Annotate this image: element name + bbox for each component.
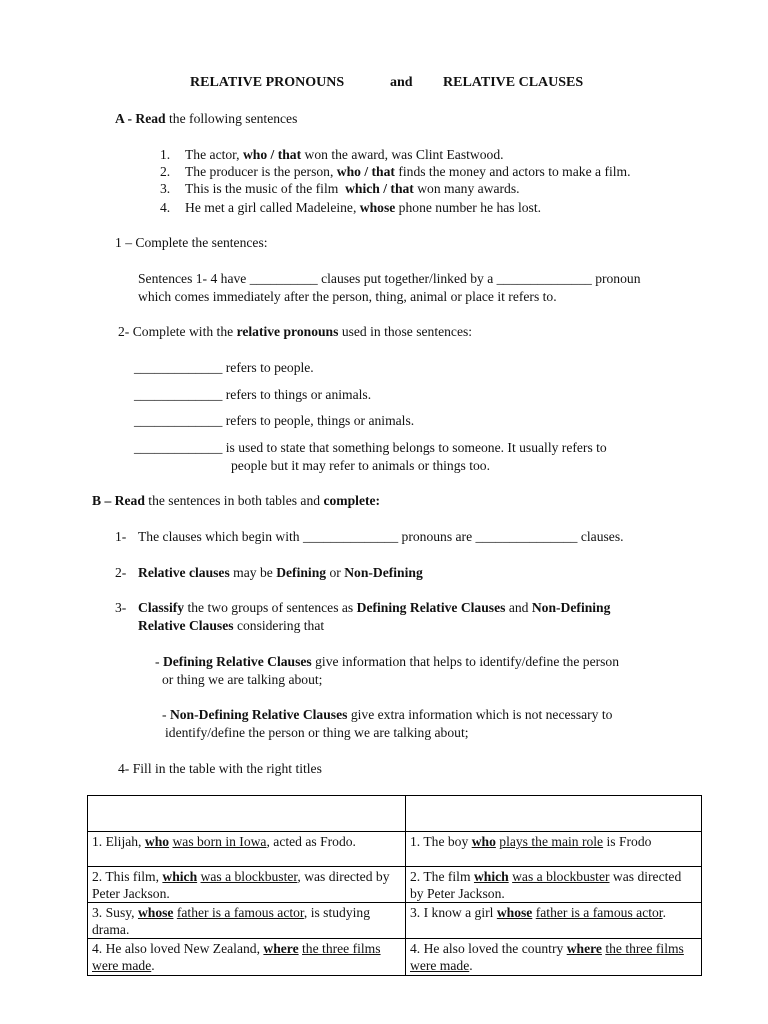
item-number: 2-: [115, 565, 127, 580]
fill-blank-line: _____________ is used to state that something belongs to someone. It usually refers to: [134, 440, 607, 455]
item-number: 3-: [115, 600, 127, 615]
table-cell-right: 3. I know a girl whose father is a famous actor.: [406, 903, 702, 939]
item-text: Relative clauses may be Defining or Non-Defining: [138, 565, 423, 580]
title-left: RELATIVE PRONOUNS: [190, 75, 345, 90]
item-number: 1-: [115, 529, 127, 544]
defining-definition-line2: or thing we are talking about;: [162, 672, 323, 687]
example-sentence-text: The producer is the person, who / that finds the money and actors to make a film.: [185, 164, 631, 179]
page-title: [190, 74, 344, 91]
example-sentence: 2.: [160, 164, 171, 179]
table-title-cell-right[interactable]: [406, 796, 702, 832]
table-header-row: [88, 796, 702, 832]
item-text: Classify the two groups of sentences as Defining Relative Clauses and Non-Defining: [138, 600, 611, 615]
task-2-heading: 2- Complete with the relative pronouns used in those sentences:: [118, 324, 473, 339]
fill-blank-continuation: people but it may refer to animals or things too.: [231, 458, 490, 473]
fill-blank-line: _____________ refers to things or animals.: [134, 387, 372, 402]
section-a-heading: A - Read the following sentences: [115, 111, 298, 126]
example-sentence: 1.: [160, 147, 171, 162]
defining-definition: - Defining Relative Clauses give information that helps to identify/define the person: [155, 654, 620, 669]
table-cell-left: 4. He also loved New Zealand, where the three films were made.: [88, 939, 406, 976]
table-title-cell-left[interactable]: [88, 796, 406, 832]
table-cell-left: 1. Elijah, who was born in Iowa, acted as Frodo.: [88, 832, 406, 867]
example-sentence-text: This is the music of the film which / that won many awards.: [185, 181, 520, 196]
table-row: [88, 832, 702, 867]
table-row: [88, 867, 702, 903]
example-sentence: 4.: [160, 200, 171, 215]
non-defining-definition-line2: identify/define the person or thing we are talking about;: [165, 725, 469, 740]
table-row: [88, 939, 702, 976]
fill-blank-line: _____________ refers to people.: [134, 360, 314, 375]
example-sentence-text: He met a girl called Madeleine, whose phone number he has lost.: [185, 200, 542, 215]
item-text: The clauses which begin with ______________ pronouns are _______________ clauses.: [138, 529, 624, 544]
item-4-text: 4- Fill in the table with the right titles: [118, 761, 322, 776]
example-sentence-text: The actor, who / that won the award, was Clint Eastwood.: [185, 147, 504, 162]
table-cell-left: 2. This film, which was a blockbuster, was directed by Peter Jackson.: [88, 867, 406, 903]
title-and: and: [390, 75, 413, 90]
table-cell-right: 2. The film which was a blockbuster was directed by Peter Jackson.: [406, 867, 702, 903]
task-1-heading: 1 – Complete the sentences:: [115, 235, 268, 250]
table-row: [88, 903, 702, 939]
example-sentence: 3.: [160, 181, 171, 196]
task-1-line: which comes immediately after the person, thing, animal or place it refers to.: [138, 289, 557, 304]
fill-blank-line: _____________ refers to people, things or animals.: [134, 413, 415, 428]
item-text: Relative Clauses considering that: [138, 618, 325, 633]
table-cell-left: 3. Susy, whose father is a famous actor, is studying drama.: [88, 903, 406, 939]
section-b-heading: B – Read the sentences in both tables and complete:: [92, 493, 381, 508]
classification-table: [87, 795, 702, 976]
table-cell-right: 4. He also loved the country where the three films were made.: [406, 939, 702, 976]
title-right: RELATIVE CLAUSES: [443, 75, 584, 90]
non-defining-definition: - Non-Defining Relative Clauses give extra information which is not necessary to: [162, 707, 613, 722]
table-cell-right: 1. The boy who plays the main role is Frodo: [406, 832, 702, 867]
task-1-line: Sentences 1- 4 have __________ clauses put together/linked by a ______________ pronoun: [138, 271, 641, 286]
